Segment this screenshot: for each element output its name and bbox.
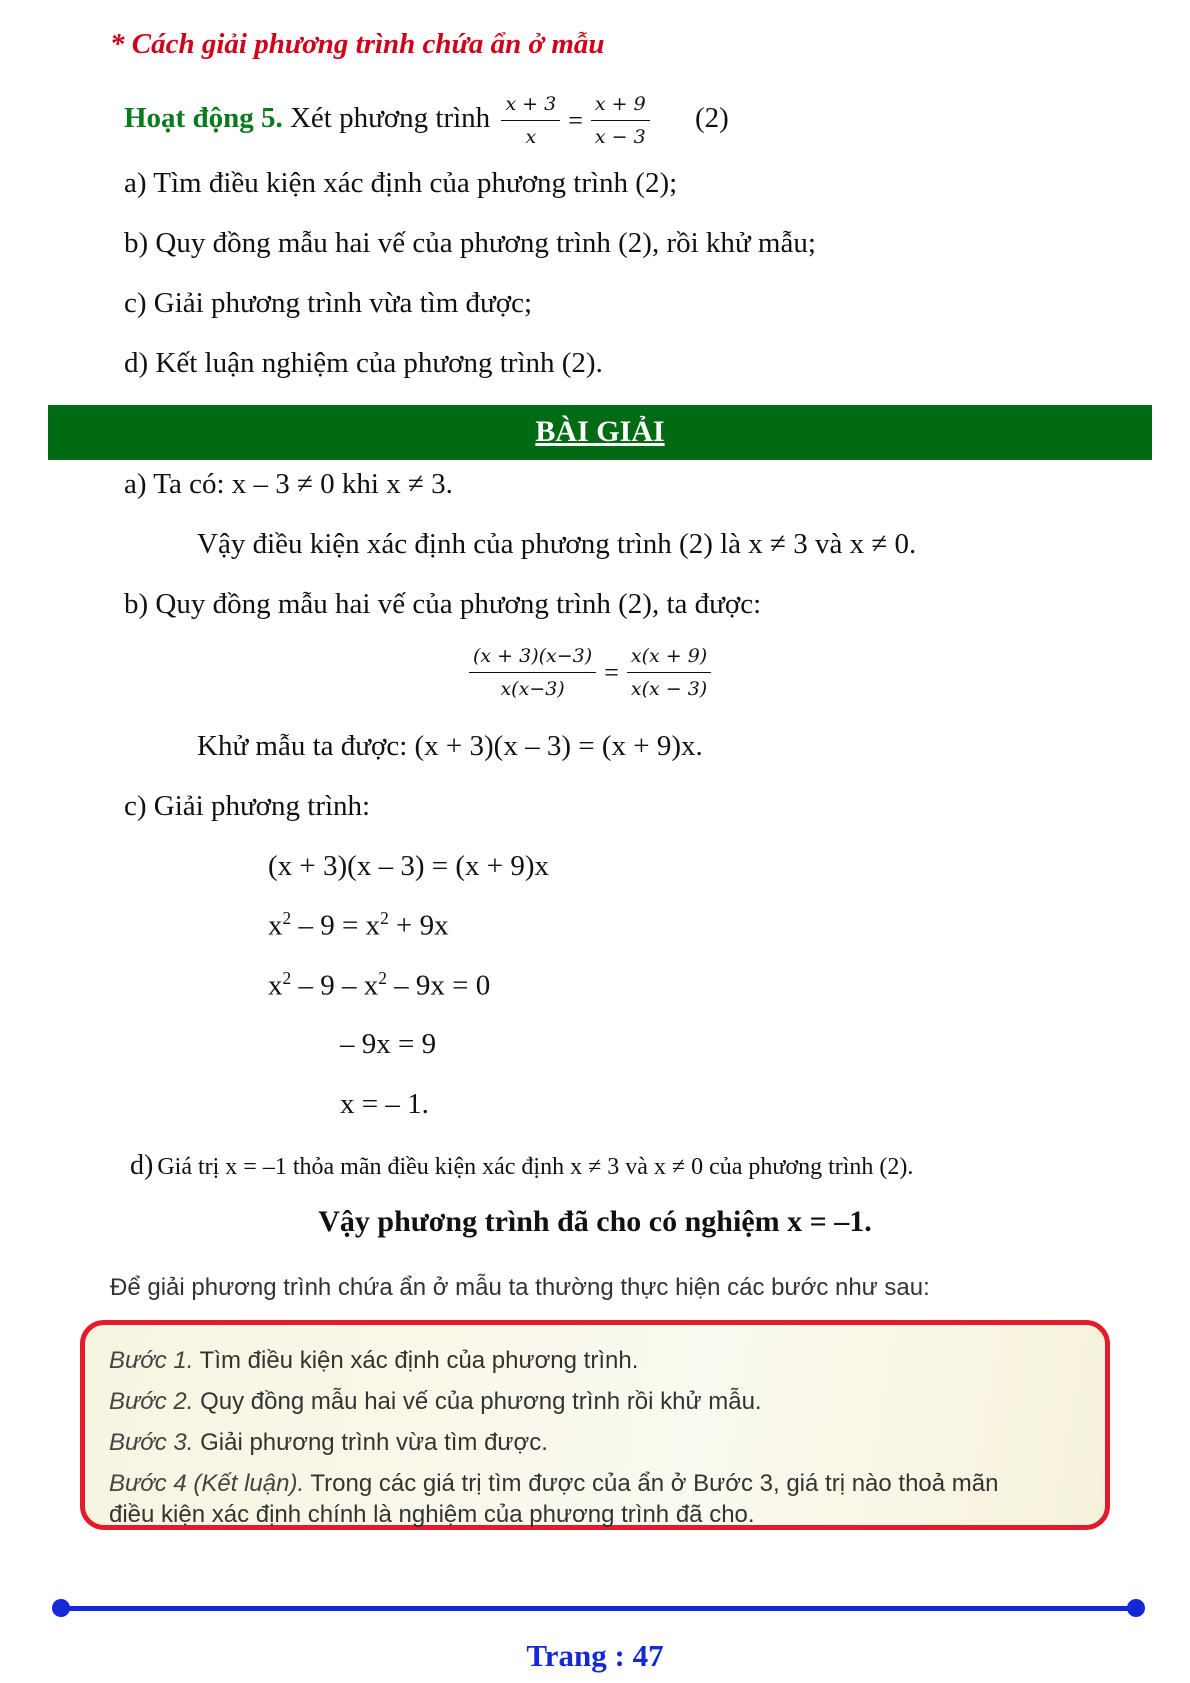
step-3-part: – 9 – x <box>291 969 379 1002</box>
step-2-part: – 9 = x <box>291 909 381 942</box>
method-step-3 <box>109 1429 548 1457</box>
equation-number: (2) <box>694 102 729 135</box>
step-3-part: – 9x = 0 <box>386 969 491 1002</box>
method-step-label: Bước 2. <box>109 1388 194 1415</box>
task-b: b) Quy đồng mẫu hai vế của phương trình (2), rồi khử mẫu; <box>124 227 816 259</box>
task-c: c) Giải phương trình vừa tìm được; <box>124 287 533 319</box>
step-2-part: + 9x <box>388 909 449 942</box>
solution-c: c) Giải phương trình: <box>124 790 371 822</box>
step-2-exponent: 2 <box>282 908 292 928</box>
equals-sign: = <box>568 105 583 135</box>
step-5: x = – 1. <box>340 1088 429 1120</box>
step-2 <box>268 908 449 943</box>
fraction-b-left-numerator: (x + 3)(x−3) <box>469 640 596 673</box>
equals-sign: = <box>604 657 619 687</box>
method-steps-box <box>80 1320 1110 1530</box>
fraction-left <box>501 88 560 153</box>
fraction-b-right <box>627 640 711 705</box>
footer-rule-left-dot <box>52 1599 70 1617</box>
section-heading: * Cách giải phương trình chứa ẩn ở mẫu <box>110 28 605 60</box>
method-step-label: Bước 3. <box>109 1429 194 1456</box>
fraction-b-right-denominator: x(x − 3) <box>630 678 708 700</box>
page-number: Trang : 47 <box>526 1638 664 1673</box>
step-1: (x + 3)(x – 3) = (x + 9)x <box>268 850 550 882</box>
final-conclusion: Vậy phương trình đã cho có nghiệm x = –1. <box>318 1205 872 1238</box>
method-step-text: Quy đồng mẫu hai vế của phương trình rồi khử mẫu. <box>193 1388 762 1415</box>
fraction-left-numerator: x + 3 <box>501 88 560 121</box>
solution-b: b) Quy đồng mẫu hai vế của phương trình (2), ta được: <box>124 588 762 620</box>
solution-d-prefix: d) <box>130 1150 154 1181</box>
fraction-left-denominator: x <box>525 126 537 148</box>
fraction-b-right-numerator: x(x + 9) <box>627 640 711 673</box>
solution-a: a) Ta có: x – 3 ≠ 0 khi x ≠ 3. <box>124 468 453 500</box>
activity-statement <box>124 88 729 153</box>
fraction-b-left-denominator: x(x−3) <box>500 678 565 700</box>
task-d: d) Kết luận nghiệm của phương trình (2). <box>124 347 603 379</box>
fraction-right <box>591 88 650 153</box>
footer-rule-right-dot <box>1127 1599 1145 1617</box>
task-a: a) Tìm điều kiện xác định của phương trình (2); <box>124 167 678 199</box>
step-3-exponent: 2 <box>282 968 292 988</box>
method-step-4-continued: điều kiện xác định chính là nghiệm của phương trình đã cho. <box>109 1501 755 1528</box>
step-4: – 9x = 9 <box>340 1028 437 1060</box>
method-step-2 <box>109 1388 762 1416</box>
fraction-b-left <box>469 640 596 705</box>
activity-intro: Xét phương trình <box>289 102 491 135</box>
common-denominator-equation <box>465 640 715 705</box>
solution-banner <box>48 405 1152 460</box>
banner-title: BÀI GIẢI <box>535 415 665 448</box>
solution-d <box>130 1150 913 1182</box>
method-step-label: Bước 4 (Kết luận). <box>109 1470 305 1497</box>
solution-b-clear: Khử mẫu ta được: (x + 3)(x – 3) = (x + 9)x. <box>197 730 703 762</box>
method-step-1 <box>109 1347 638 1375</box>
step-3 <box>268 968 490 1003</box>
step-3-exponent: 2 <box>378 968 387 988</box>
method-intro: Để giải phương trình chứa ẩn ở mẫu ta thường thực hiện các bước như sau: <box>110 1274 930 1301</box>
solution-d-text: Giá trị x = –1 thỏa mãn điều kiện xác định x ≠ 3 và x ≠ 0 của phương trình (2). <box>157 1154 914 1180</box>
step-2-exponent: 2 <box>380 908 389 928</box>
activity-label: Hoạt động 5. <box>124 102 283 135</box>
method-step-text: Giải phương trình vừa tìm được. <box>193 1429 548 1456</box>
method-step-4 <box>109 1470 998 1498</box>
step-3-part: x <box>268 969 283 1002</box>
method-step-label: Bước 1. <box>109 1347 194 1374</box>
footer-rule <box>60 1606 1136 1611</box>
step-2-part: x <box>268 909 283 942</box>
fraction-right-numerator: x + 9 <box>591 88 650 121</box>
method-step-text: Tìm điều kiện xác định của phương trình. <box>193 1347 639 1374</box>
solution-a-conclusion: Vậy điều kiện xác định của phương trình (2) là x ≠ 3 và x ≠ 0. <box>197 528 917 560</box>
method-step-text: Trong các giá trị tìm được của ẩn ở Bước 3, giá trị nào thoả mãn <box>304 1470 999 1497</box>
fraction-right-denominator: x − 3 <box>594 126 646 148</box>
